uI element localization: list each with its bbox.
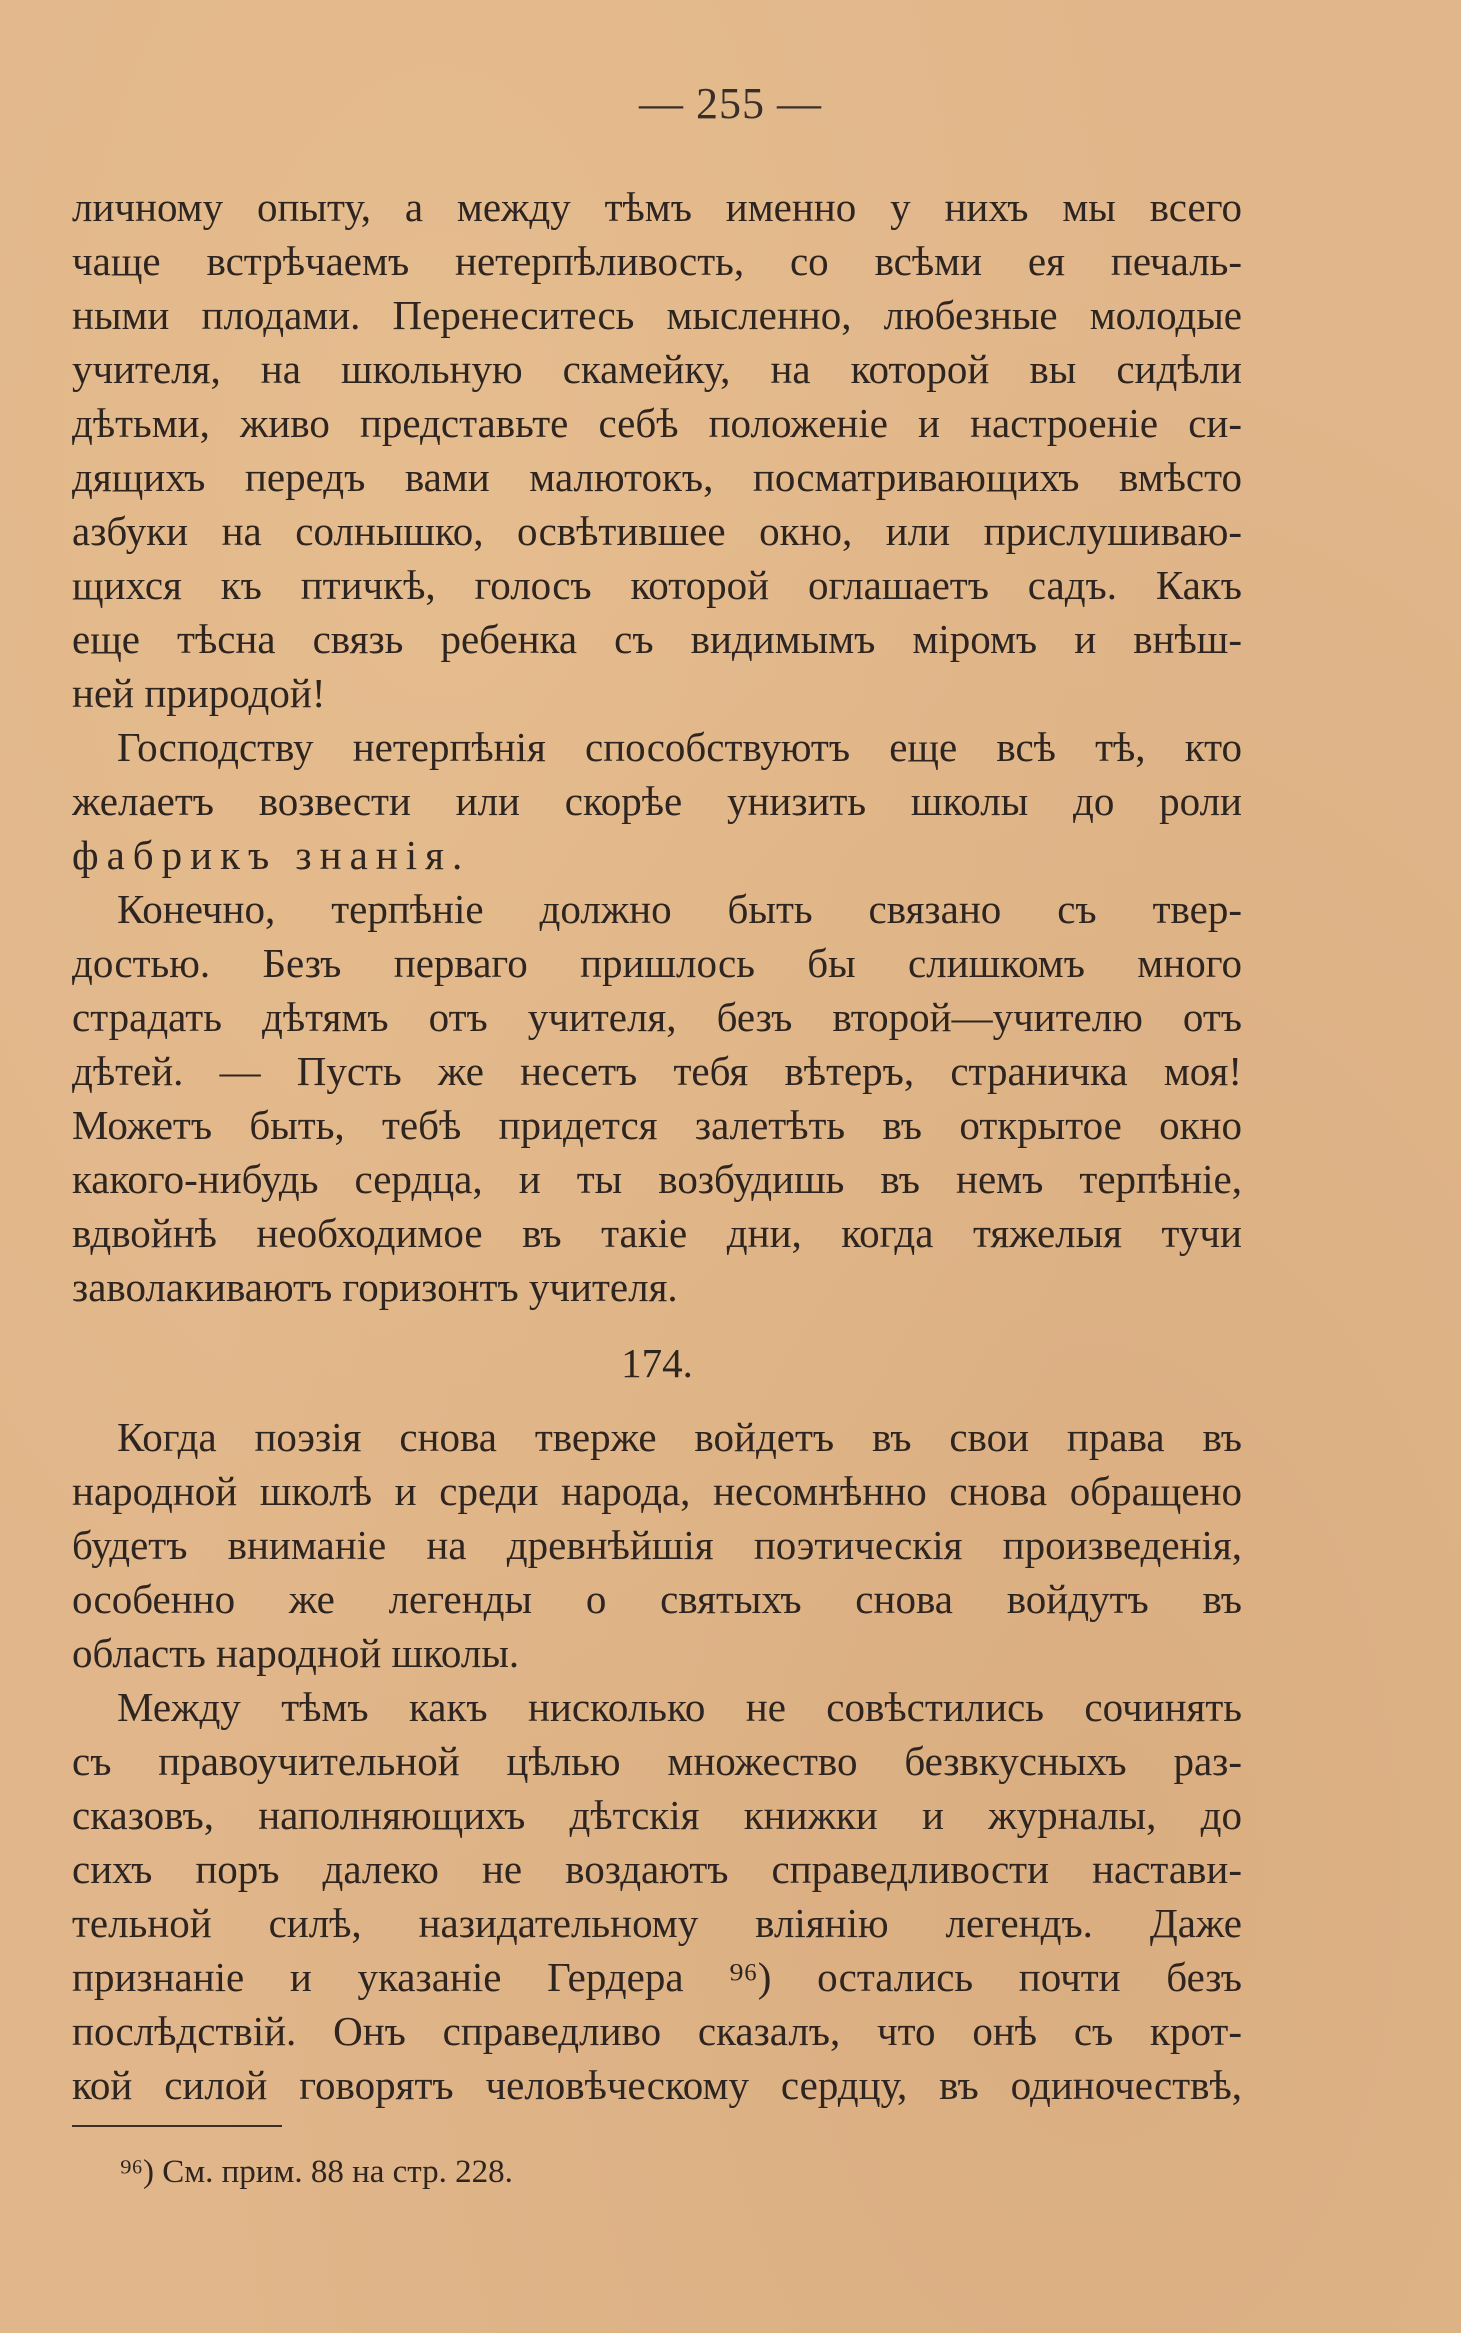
text-line: народной школѣ и среди народа, несомнѣнно снова обращено [72, 1468, 1242, 1514]
text-line: сказовъ, наполняющихъ дѣтскія книжки и журналы, до [72, 1792, 1242, 1838]
text-line: ными плодами. Перенеситесь мысленно, любезные молодые [72, 292, 1242, 338]
text-line: фабрикъ знанія. [72, 832, 471, 878]
text-line: сихъ поръ далеко не воздаютъ справедливости настави- [72, 1846, 1242, 1892]
text-line: вдвойнѣ необходимое въ такіе дни, когда тяжелыя тучи [72, 1210, 1242, 1256]
footnote-divider [72, 2125, 282, 2127]
main-text [72, 180, 1242, 2112]
text-line: личному опыту, а между тѣмъ именно у нихъ мы всего [72, 184, 1242, 230]
text-line: съ правоучительной цѣлью множество безвкусныхъ раз- [72, 1738, 1242, 1784]
text-line: дѣтей. — Пусть же несетъ тебя вѣтеръ, страничка моя! [72, 1048, 1242, 1094]
text-line: дѣтьми, живо представьте себѣ положеніе и настроеніе си- [72, 400, 1242, 446]
text-line: кой силой говорятъ человѣческому сердцу, въ одиночествѣ, [72, 2062, 1242, 2108]
text-line: послѣдствій. Онъ справедливо сказалъ, что онѣ съ крот- [72, 2008, 1242, 2054]
text-line: область народной школы. [72, 1630, 520, 1676]
text-line: какого-нибудь сердца, и ты возбудишь въ немъ терпѣніе, [72, 1156, 1242, 1202]
text-line: Конечно, терпѣніе должно быть связано съ твер- [117, 886, 1242, 932]
text-line: признаніе и указаніе Гердера ⁹⁶) остались почти безъ [72, 1954, 1242, 2000]
text-line: тельной силѣ, назидательному вліянію легендъ. Даже [72, 1900, 1242, 1946]
text-line: Можетъ быть, тебѣ придется залетѣть въ открытое окно [72, 1102, 1242, 1148]
text-line: чаще встрѣчаемъ нетерпѣливость, со всѣми ея печаль- [72, 238, 1242, 284]
text-line: заволакиваютъ горизонтъ учителя. [72, 1264, 678, 1310]
text-line: Когда поэзія снова тверже войдетъ въ свои права въ [117, 1414, 1242, 1460]
page-number: — 255 — [639, 79, 822, 128]
text-line: учителя, на школьную скамейку, на которой вы сидѣли [72, 346, 1242, 392]
text-line: еще тѣсна связь ребенка съ видимымъ міромъ и внѣш- [72, 616, 1242, 662]
text-line: особенно же легенды о святыхъ снова войдутъ въ [72, 1576, 1242, 1622]
text-line: дящихъ передъ вами малютокъ, посматривающихъ вмѣсто [72, 454, 1242, 500]
text-line: Господству нетерпѣнія способствуютъ еще всѣ тѣ, кто [117, 724, 1242, 770]
text-line: азбуки на солнышко, освѣтившее окно, или прислушиваю- [72, 508, 1242, 554]
section-number: 174. [621, 1340, 693, 1386]
text-line: щихся къ птичкѣ, голосъ которой оглашаетъ садъ. Какъ [72, 562, 1242, 608]
text-line: достью. Безъ перваго пришлось бы слишкомъ много [72, 940, 1242, 986]
text-line: будетъ вниманіе на древнѣйшія поэтическія произведенія, [72, 1522, 1242, 1568]
text-line: страдать дѣтямъ отъ учителя, безъ второй—учителю отъ [72, 994, 1242, 1040]
text-line: Между тѣмъ какъ нисколько не совѣстились сочинять [117, 1684, 1242, 1730]
footnote: ⁹⁶) См. прим. 88 на стр. 228. [120, 2154, 513, 2190]
text-line: желаетъ возвести или скорѣе унизить школы до роли [72, 778, 1242, 824]
text-line: ней природой! [72, 670, 326, 716]
